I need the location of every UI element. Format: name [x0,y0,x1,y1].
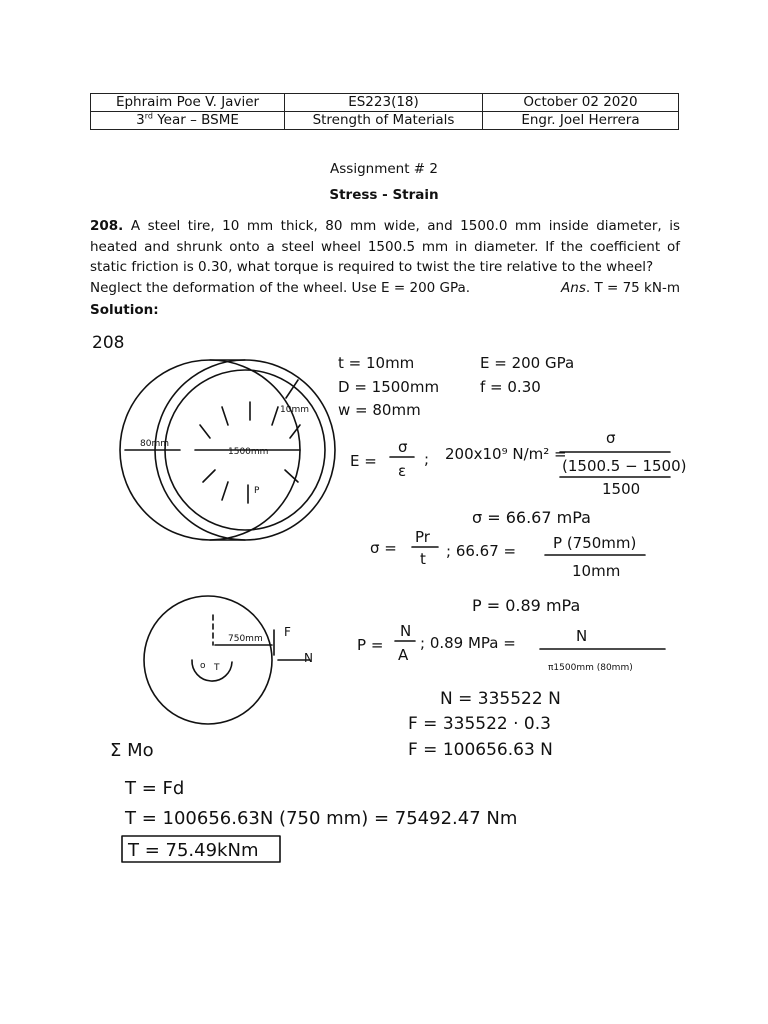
wheel-figure [144,596,313,724]
t-step2: T = 100656.63N (750 mm) = 75492.47 Nm [125,808,518,829]
eq1-lhs: E = [350,452,377,470]
force-f-label: F [284,625,291,639]
sum-moments: Σ Mo [110,740,154,761]
eq3-value: ; 0.89 MPa = [420,634,516,652]
hw-problem-number: 208 [92,333,125,353]
eq1-frac-bottom: ε [398,462,407,480]
t-step1: T = Fd [125,778,185,799]
date: October 02 2020 [483,94,679,112]
eq1-rhs-top: σ [606,429,616,447]
eq3-frac-bottom: A [398,646,409,664]
topic-title: Stress - Strain [329,187,439,203]
center-label: o [200,661,206,671]
t-final: T = 75.49kNm [128,840,259,861]
f-step1: F = 335522 · 0.3 [408,714,551,734]
given-f: f = 0.30 [480,378,541,396]
course-code: ES223(18) [285,94,483,112]
pressure-label: P [254,486,260,496]
eq3-rhs-bottom: π1500mm (80mm) [548,663,633,673]
wheel-circle [144,596,272,724]
given-w: w = 80mm [338,401,421,419]
sigma-result: σ = 66.67 mPa [472,508,591,527]
given-d: D = 1500mm [338,378,440,396]
problem-number: 208. [90,218,124,234]
student-name: Ephraim Poe V. Javier [91,94,285,112]
instructor: Engr. Joel Herrera [483,112,679,130]
answer-value: . T = 75 kN-m [585,279,680,296]
n-result: N = 335522 N [440,689,561,709]
given-e: E = 200 GPa [480,354,575,372]
thickness-label: 10mm [280,405,309,415]
year-number: 3 [136,112,145,128]
problem-last-text: Neglect the deformation of the wheel. Use E = 200 GPa. [90,279,471,296]
torque-arc [192,660,232,681]
radius-label: 750mm [228,634,263,644]
eq1-rhs-bottom: 1500 [602,480,641,498]
eq2-frac-top: Pr [415,528,430,546]
eq3-frac-top: N [400,622,412,640]
eq2-rhs-top: P (750mm) [553,534,637,552]
solution-label: Solution: [90,302,159,318]
year-suffix: rd [144,111,153,121]
eq1-sep: ; [424,450,430,468]
year-rest: Year – BSME [152,112,239,128]
eq1-rhs-mid: (1500.5 − 1500) [562,457,687,475]
eq2-lhs: σ = [370,539,397,557]
eq3-rhs-top: N [576,627,588,645]
given-t: t = 10mm [338,354,415,372]
problem-text: A steel tire, 10 mm thick, 80 mm wide, and 1500.0 mm inside diameter, is heated and shrunk onto a steel wheel 1500.5 mm in diameter. If the coefficient of static friction is 0.30, what torque is required to twist the tire relative to the wheel? [90,218,680,275]
diameter-label: 1500mm [228,447,269,457]
assignment-title: Assignment # 2 [330,161,438,177]
course-title: Strength of Materials [285,112,483,130]
answer-prefix: Ans [561,279,586,296]
eq2-frac-bottom: t [420,550,426,568]
eq2-value: ; 66.67 = [446,542,517,560]
torque-label: T [214,663,220,673]
f-step2: F = 100656.63 N [408,740,553,760]
eq1-value: 200x10⁹ N/m² = [445,445,567,463]
p-result: P = 0.89 mPa [472,596,581,615]
eq2-rhs-bottom: 10mm [572,562,621,580]
eq1-frac-top: σ [398,438,408,456]
tire-figure [120,360,335,540]
eq3-lhs: P = [357,636,384,654]
width-label: 80mm [140,439,169,449]
force-n-label: N [304,651,313,665]
